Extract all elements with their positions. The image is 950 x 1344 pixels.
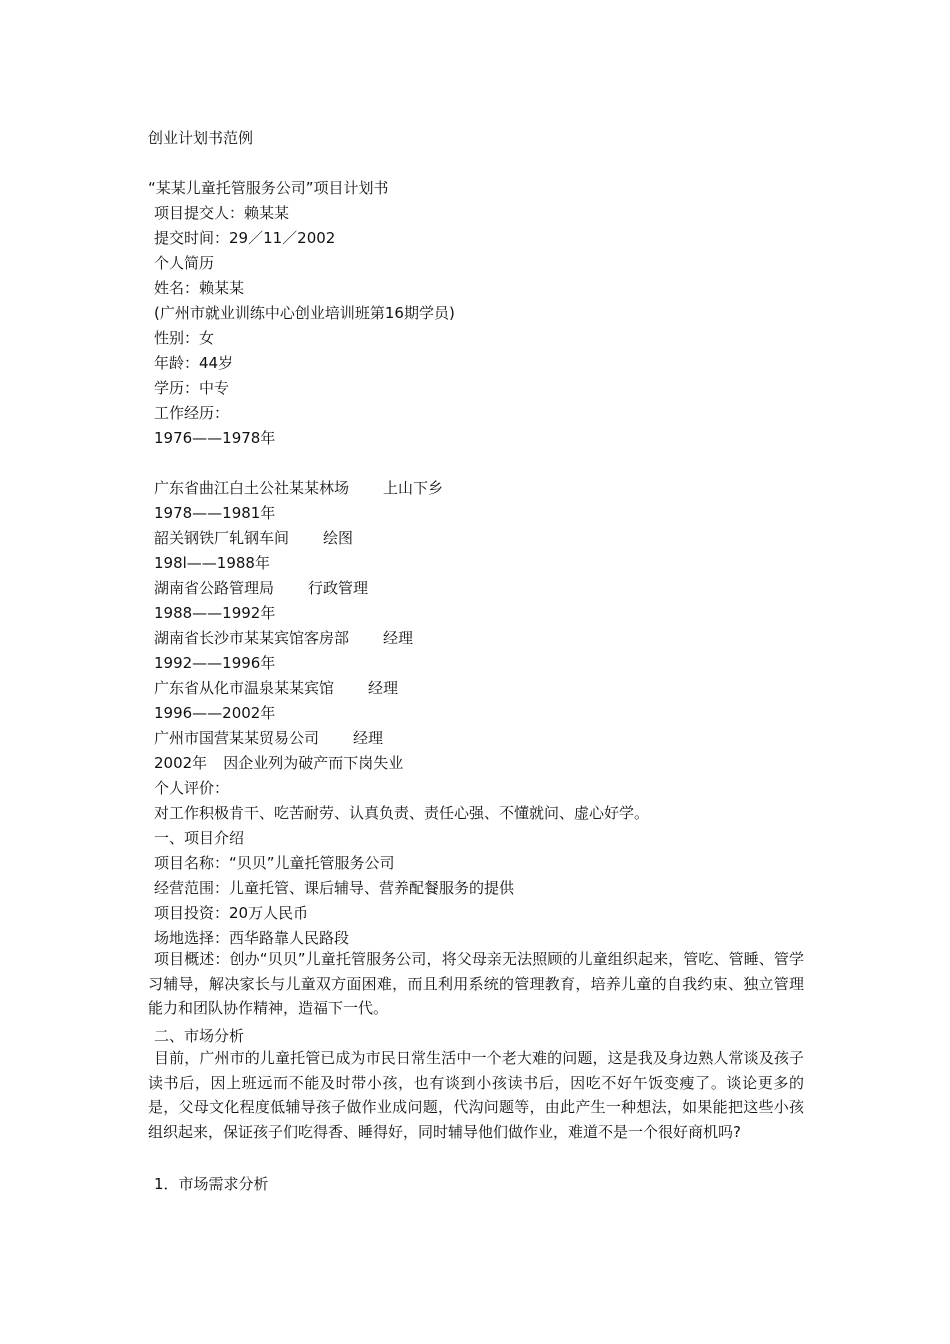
project-name: 项目名称：“贝贝”儿童托管服务公司: [154, 854, 395, 872]
work-years-5: 1992——1996年: [154, 654, 276, 672]
work-entry-2: [154, 526, 353, 550]
work-years-6: 1996——2002年: [154, 704, 276, 722]
work-years-4: 1988——1992年: [154, 604, 276, 622]
age-field: 年龄：44岁: [154, 354, 234, 372]
gender-field: 性别：女: [154, 329, 215, 347]
evaluation-heading: 个人评价：: [154, 779, 230, 797]
submit-time: 提交时间：29／11／2002: [154, 229, 336, 247]
work-years-3: 198l——1988年: [154, 554, 270, 572]
name-field: 姓名：赖某某: [154, 279, 245, 297]
submitter: 项目提交人：赖某某: [154, 204, 290, 222]
work-role: 上山下乡: [383, 479, 444, 497]
work-place: 湖南省长沙市某某宾馆客房部: [154, 629, 350, 647]
work-role: 经理: [383, 629, 414, 647]
work-role: 经理: [368, 679, 399, 697]
work-years-1: 1976——1978年: [154, 429, 276, 447]
layoff-year: 2002年: [154, 754, 208, 772]
trainee-note: (广州市就业训练中心创业培训班第16期学员): [154, 304, 455, 322]
work-heading: 工作经历：: [154, 404, 230, 422]
subsection-market-demand: 1．市场需求分析: [154, 1175, 269, 1193]
education-field: 学历：中专: [154, 379, 230, 397]
work-role: 经理: [353, 729, 384, 747]
work-place: 广州市国营某某贸易公司: [154, 729, 320, 747]
work-place: 广东省从化市温泉某某宾馆: [154, 679, 335, 697]
work-role: 行政管理: [308, 579, 369, 597]
section-market-analysis: 二、市场分析: [154, 1027, 245, 1045]
work-entry-1: [154, 476, 443, 500]
work-place: 韶关钢铁厂轧钢车间: [154, 529, 290, 547]
site-selection: 场地选择：西华路靠人民路段: [154, 929, 350, 947]
doc-heading: 创业计划书范例: [148, 129, 254, 147]
work-entry-5: [154, 676, 398, 700]
work-entry-3: [154, 576, 368, 600]
work-years-2: 1978——1981年: [154, 504, 276, 522]
project-title: “某某儿童托管服务公司”项目计划书: [148, 179, 389, 197]
evaluation-text: 对工作积极肯干、吃苦耐劳、认真负责、责任心强、不懂就问、虚心好学。: [154, 804, 650, 822]
work-role: 绘图: [323, 529, 354, 547]
section-project-intro: 一、项目介绍: [154, 829, 245, 847]
layoff-entry: [154, 751, 403, 775]
resume-heading: 个人简历: [154, 254, 215, 272]
market-paragraph: 目前，广州市的儿童托管已成为市民日常生活中一个老大难的问题，这是我及身边熟人常谈及孩子读书后，因上班远而不能及时带小孩，也有谈到小孩读书后，因吃不好午饭变瘦了。谈论更多的是，父母文化程度低辅导孩子做作业成问题，代沟问题等，由此产生一种想法，如果能把这些小孩组织起来，保证孩子们吃得香、睡得好，同时辅导他们做作业，难道不是一个很好商机吗?: [148, 1049, 804, 1142]
work-entry-6: [154, 726, 383, 750]
work-entry-4: [154, 626, 413, 650]
work-place: 广东省曲江白土公社某某林场: [154, 479, 350, 497]
business-scope: 经营范围：儿童托管、课后辅导、营养配餐服务的提供: [154, 879, 515, 897]
project-overview: 项目概述：创办“贝贝”儿童托管服务公司，将父母亲无法照顾的儿童组织起来，管吃、管睡、管学习辅导，解决家长与儿童双方面困难，而且利用系统的管理教育，培养儿童的自我约束、独立管理能力和团队协作精神，造福下一代。: [148, 950, 804, 1018]
investment: 项目投资：20万人民币: [154, 904, 309, 922]
layoff-reason: 因企业列为破产而下岗失业: [223, 754, 404, 772]
work-place: 湖南省公路管理局: [154, 579, 275, 597]
